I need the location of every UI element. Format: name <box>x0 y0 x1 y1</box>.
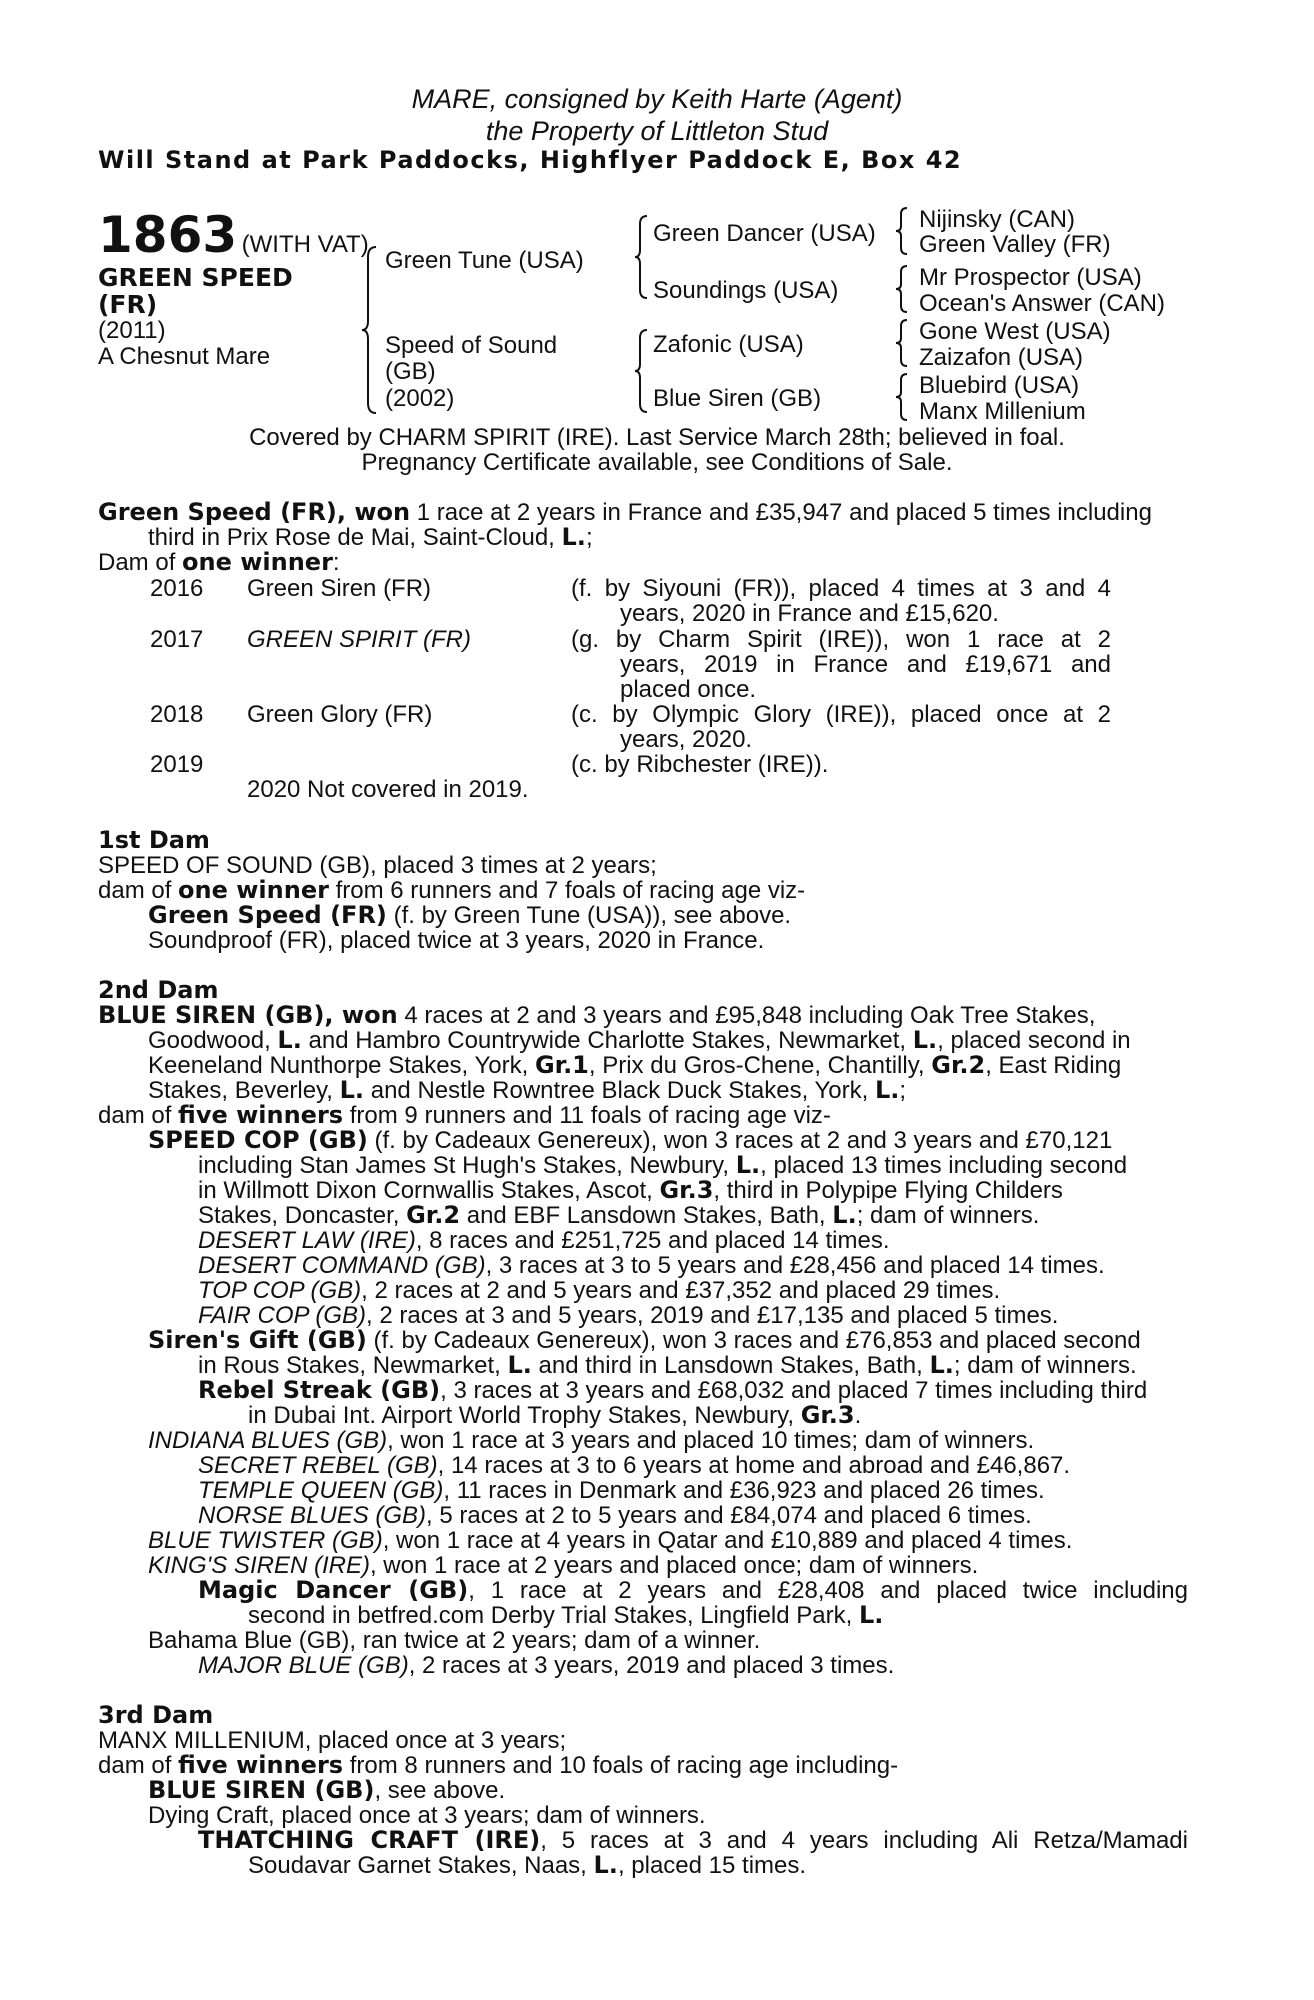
winner-name: Rebel Streak (GB) <box>198 1376 441 1404</box>
winner-name: Magic Dancer (GB) <box>198 1576 469 1604</box>
produce-year: 2019 <box>150 751 204 778</box>
winner-name: MAJOR BLUE (GB) <box>198 1652 409 1679</box>
listed-mark: L. <box>858 1601 884 1629</box>
text: from 6 runners and 7 foals of racing age viz- <box>328 877 806 904</box>
winner-count: five winners <box>178 1751 344 1779</box>
dam1-line: Soundproof (FR), placed twice at 3 years, 2020 in France. <box>148 927 765 954</box>
winner-name: INDIANA BLUES (GB) <box>148 1427 388 1454</box>
dam3-line <box>148 1778 505 1803</box>
listed-mark: L. <box>912 1026 938 1054</box>
text: , placed second in <box>937 1027 1131 1054</box>
listed-mark: L. <box>561 523 586 551</box>
text: Soudavar Garnet Stakes, Naas, <box>248 1852 594 1879</box>
horse-description: A Chesnut Mare <box>98 343 271 370</box>
text: dam of <box>98 877 179 904</box>
group-mark: Gr.3 <box>659 1176 714 1204</box>
horse-name-2: (FR) <box>98 290 158 319</box>
dam3-line <box>98 1753 898 1778</box>
text: . <box>854 1402 862 1429</box>
pedigree-ggs-4: Ocean's Answer (CAN) <box>919 290 1165 317</box>
dam2-line <box>98 1103 831 1128</box>
dam2-line <box>148 1028 1131 1053</box>
listed-mark: L. <box>507 1351 532 1379</box>
pedigree-gs-1: Green Dancer (USA) <box>653 220 876 247</box>
sire-line-brace <box>633 214 651 300</box>
listed-mark: L. <box>593 1851 618 1879</box>
produce-detail: years, 2020. <box>620 726 753 753</box>
text: and EBF Lansdown Stakes, Bath, <box>460 1202 833 1229</box>
dam1-line: SPEED OF SOUND (GB), placed 3 times at 2 years; <box>98 852 657 879</box>
text: , 3 races at 3 years and £68,032 and placed 7 times including third <box>440 1377 1148 1404</box>
listed-mark: L. <box>277 1026 302 1054</box>
text: from 8 runners and 10 foals of racing age including- <box>343 1752 899 1779</box>
produce-year: 2018 <box>150 701 204 728</box>
text: and Nestle Rowntree Black Duck Stakes, York, <box>364 1077 875 1104</box>
dam3-line: Dying Craft, placed once at 3 years; dam of winners. <box>148 1802 706 1829</box>
text: in Rous Stakes, Newmarket, <box>198 1352 508 1379</box>
text: 4 races at 2 and 3 years and £95,848 including Oak Tree Stakes, <box>397 1002 1096 1029</box>
dam2-line <box>198 1178 1063 1203</box>
produce-detail: (c. by Ribchester (IRE)). <box>571 751 829 778</box>
dam3-heading: 3rd Dam <box>98 1701 214 1729</box>
winner-name: NORSE BLUES (GB) <box>198 1502 427 1529</box>
text: from 9 runners and 11 foals of racing age viz- <box>343 1102 831 1129</box>
dam2-line <box>148 1528 1072 1553</box>
dam2-line <box>198 1453 1070 1478</box>
text: , 2 races at 2 and 5 years and £37,352 and placed 29 times. <box>361 1277 1001 1304</box>
winner-name: DESERT COMMAND (GB) <box>198 1252 486 1279</box>
winner-name: KING'S SIREN (IRE) <box>148 1552 370 1579</box>
produce-detail: years, 2019 in France and £19,671 and <box>620 651 1111 678</box>
brace-gd-1 <box>894 206 910 256</box>
dam2-line <box>198 1278 1000 1303</box>
text: Stakes, Beverley, <box>148 1077 340 1104</box>
produce-name: Green Glory (FR) <box>247 701 433 728</box>
dam2-line <box>198 1478 1045 1503</box>
dam-line-brace <box>633 328 651 414</box>
pedigree-ggs-1: Nijinsky (CAN) <box>919 206 1075 233</box>
text: , placed 15 times. <box>617 1852 807 1879</box>
group-mark: Gr.3 <box>800 1401 855 1429</box>
brace-gd-2 <box>894 264 910 314</box>
pedigree-gs-2: Soundings (USA) <box>653 277 839 304</box>
text: , 2 races at 3 and 5 years, 2019 and £17,135 and placed 5 times. <box>366 1302 1059 1329</box>
text: , won 1 race at 4 years in Qatar and £10,889 and placed 4 times. <box>382 1527 1073 1554</box>
winner-name: BLUE SIREN (GB), won <box>98 1001 398 1029</box>
produce-name: GREEN SPIRIT (FR) <box>247 626 472 653</box>
winner-name: FAIR COP (GB) <box>198 1302 366 1329</box>
pedigree-sire: Green Tune (USA) <box>385 247 584 274</box>
text: ; dam of winners. <box>953 1352 1137 1379</box>
vat-label: (WITH VAT) <box>241 231 369 258</box>
winner-count: one winner <box>182 548 333 576</box>
dam2-line <box>248 1603 883 1628</box>
text: and Hambro Countrywide Charlotte Stakes, Newmarket, <box>301 1027 913 1054</box>
dam1-heading: 1st Dam <box>98 826 210 854</box>
dam2-line <box>148 1428 1034 1453</box>
text: , placed 13 times including second <box>760 1152 1128 1179</box>
text: , 2 races at 3 years, 2019 and placed 3 times. <box>408 1652 895 1679</box>
pedigree-gd-1: Zafonic (USA) <box>653 331 804 358</box>
produce-year: 2017 <box>150 626 204 653</box>
group-mark: Gr.2 <box>406 1201 461 1229</box>
lot-number: 1863 <box>98 206 238 264</box>
lot-number-line <box>98 206 369 264</box>
text: dam of <box>98 1752 179 1779</box>
text: in Dubai Int. Airport World Trophy Stakes, Newbury, <box>248 1402 801 1429</box>
text: (f. by Cadeaux Genereux), won 3 races and £76,853 and placed second <box>366 1327 1141 1354</box>
text: , third in Polypipe Flying Childers <box>713 1177 1063 1204</box>
dam2-line <box>198 1228 890 1253</box>
pedigree-ggs-3: Mr Prospector (USA) <box>919 264 1142 291</box>
text: , see above. <box>374 1777 506 1804</box>
listed-mark: L. <box>874 1076 900 1104</box>
text: Keeneland Nunthorpe Stakes, York, <box>148 1052 535 1079</box>
pedigree-ggs-2: Green Valley (FR) <box>919 231 1111 258</box>
dam2-line <box>148 1078 906 1103</box>
text: ; dam of winners. <box>856 1202 1040 1229</box>
winner-name: BLUE SIREN (GB) <box>148 1776 375 1804</box>
dam1-line <box>98 878 805 903</box>
produce-detail: placed once. <box>620 676 757 703</box>
horse-name-1: GREEN SPEED <box>98 263 293 292</box>
pedigree-dam-1: Speed of Sound <box>385 332 558 359</box>
record-end: ; <box>585 524 593 551</box>
dam2-line <box>198 1578 1188 1603</box>
text: second in betfred.com Derby Trial Stakes, Lingfield Park, <box>248 1602 859 1629</box>
produce-detail: (g. by Charm Spirit (IRE)), won 1 race at 2 <box>571 626 1111 653</box>
text: , 3 races at 3 to 5 years and £28,456 and placed 14 times. <box>485 1252 1105 1279</box>
brace-gd-4 <box>894 372 910 422</box>
pedigree-gd-2: Blue Siren (GB) <box>653 385 822 412</box>
text: , 5 races at 3 and 4 years including Ali Retza/Mamadi <box>540 1827 1188 1854</box>
text: , won 1 race at 2 years and placed once; dam of winners. <box>369 1552 979 1579</box>
text: , 5 races at 2 to 5 years and £84,074 and placed 6 times. <box>426 1502 1032 1529</box>
text: , 14 races at 3 to 6 years at home and abroad and £46,867. <box>437 1452 1071 1479</box>
pedigree-dam-2: (GB) <box>385 358 436 385</box>
dam-of-line <box>98 550 340 575</box>
text: (f. by Cadeaux Genereux), won 3 races at 2 and 3 years and £70,121 <box>367 1127 1113 1154</box>
dam-of-text: Dam of <box>98 549 183 576</box>
produce-detail: (f. by Siyouni (FR)), placed 4 times at 3 and 4 <box>571 575 1111 602</box>
dam2-line <box>148 1553 978 1578</box>
pedigree-dam-3: (2002) <box>385 385 455 412</box>
dam2-line <box>198 1653 894 1678</box>
text: , 11 races in Denmark and £36,923 and placed 26 times. <box>443 1477 1045 1504</box>
header-line-1: MARE, consigned by Keith Harte (Agent) <box>411 84 903 114</box>
listed-mark: L. <box>929 1351 954 1379</box>
dam3-line: MANX MILLENIUM, placed once at 3 years; <box>98 1727 567 1754</box>
text: Stakes, Doncaster, <box>198 1202 407 1229</box>
winner-name: TEMPLE QUEEN (GB) <box>198 1477 444 1504</box>
text: ; <box>899 1077 907 1104</box>
text: , 8 races and £251,725 and placed 14 times. <box>415 1227 890 1254</box>
listed-mark: L. <box>832 1201 857 1229</box>
record-text-1: 1 race at 2 years in France and £35,947 and placed 5 times including <box>410 499 1152 526</box>
pedigree-ggs-8: Manx Millenium <box>919 398 1086 425</box>
dam3-line <box>248 1853 806 1878</box>
record-line-2 <box>148 525 593 550</box>
record-text-2: third in Prix Rose de Mai, Saint-Cloud, <box>148 524 562 551</box>
covered-line-2: Pregnancy Certificate available, see Conditions of Sale. <box>361 449 953 476</box>
dam2-heading: 2nd Dam <box>98 976 219 1004</box>
winner-name: BLUE TWISTER (GB) <box>148 1527 383 1554</box>
dam2-line <box>148 1053 1121 1078</box>
covered-line-1: Covered by CHARM SPIRIT (IRE). Last Service March 28th; believed in foal. <box>249 424 1065 451</box>
colon: : <box>332 549 340 576</box>
text: Goodwood, <box>148 1027 278 1054</box>
brace-gd-3 <box>894 318 910 368</box>
text: (f. by Green Tune (USA)), see above. <box>386 902 792 929</box>
dam2-line <box>198 1303 1058 1328</box>
winner-count: five winners <box>178 1101 344 1129</box>
text: , Prix du Gros-Chene, Chantilly, <box>588 1052 932 1079</box>
pedigree-ggs-6: Zaizafon (USA) <box>919 344 1084 371</box>
text: , 1 race at 2 years and £28,408 and placed twice including <box>468 1577 1189 1604</box>
dam2-line <box>198 1203 1039 1228</box>
dam3-line <box>198 1828 1188 1853</box>
dam2-line <box>198 1378 1147 1403</box>
group-mark: Gr.1 <box>534 1051 589 1079</box>
winner-name: Green Speed (FR) <box>148 901 387 929</box>
winner-name: SPEED COP (GB) <box>148 1126 368 1154</box>
text: and third in Lansdown Stakes, Bath, <box>531 1352 930 1379</box>
pedigree-ggs-5: Gone West (USA) <box>919 318 1111 345</box>
winner-count: one winner <box>178 876 329 904</box>
text: in Willmott Dixon Cornwallis Stakes, Ascot, <box>198 1177 660 1204</box>
produce-name: Green Siren (FR) <box>247 575 432 602</box>
dam2-line <box>198 1253 1105 1278</box>
dam2-line <box>248 1403 861 1428</box>
text: , East Riding <box>985 1052 1122 1079</box>
horse-year: (2011) <box>98 317 166 344</box>
header-line-3: Will Stand at Park Paddocks, Highflyer Paddock E, Box 42 <box>98 146 963 174</box>
produce-detail: (c. by Olympic Glory (IRE)), placed once at 2 <box>571 701 1111 728</box>
dam2-line <box>98 1003 1095 1028</box>
dam2-line <box>198 1353 1137 1378</box>
record-line-1 <box>98 500 1152 525</box>
dam2-line <box>148 1328 1141 1353</box>
listed-mark: L. <box>735 1151 761 1179</box>
winner-name: SECRET REBEL (GB) <box>198 1452 438 1479</box>
record-won: , won <box>336 498 411 526</box>
dam2-line: Bahama Blue (GB), ran twice at 2 years; dam of a winner. <box>148 1627 761 1654</box>
sire-dam-brace <box>360 245 380 415</box>
produce-year: 2016 <box>150 575 204 602</box>
text: dam of <box>98 1102 179 1129</box>
winner-name: TOP COP (GB) <box>198 1277 362 1304</box>
dam2-line <box>198 1153 1127 1178</box>
listed-mark: L. <box>339 1076 365 1104</box>
record-horse-name: Green Speed (FR) <box>98 498 337 526</box>
produce-detail: years, 2020 in France and £15,620. <box>620 600 999 627</box>
dam1-line <box>148 903 791 928</box>
dam2-line <box>198 1503 1032 1528</box>
group-mark: Gr.2 <box>931 1051 986 1079</box>
header-line-2: the Property of Littleton Stud <box>485 116 829 146</box>
text: , won 1 race at 3 years and placed 10 times; dam of winners. <box>387 1427 1035 1454</box>
text: including Stan James St Hugh's Stakes, Newbury, <box>198 1152 736 1179</box>
pedigree-ggs-7: Bluebird (USA) <box>919 372 1080 399</box>
winner-name: THATCHING CRAFT (IRE) <box>198 1826 541 1854</box>
dam2-line <box>148 1128 1112 1153</box>
winner-name: Siren's Gift (GB) <box>148 1326 367 1354</box>
winner-name: DESERT LAW (IRE) <box>198 1227 416 1254</box>
not-covered: 2020 Not covered in 2019. <box>247 776 529 803</box>
